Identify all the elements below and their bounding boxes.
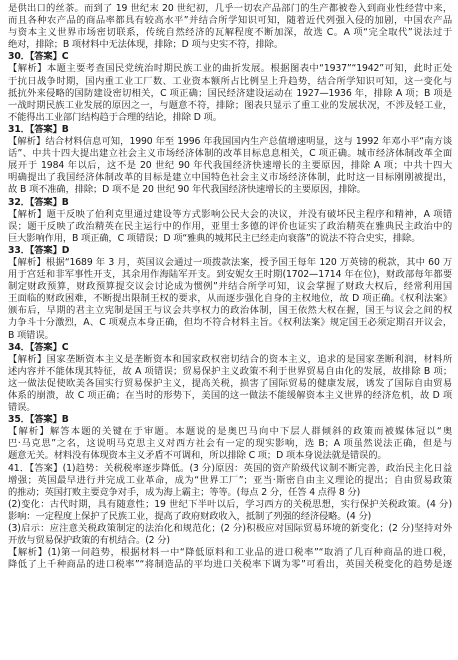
text-line: 误；题干反映了政治精英在民主运行中的作用，亚里士多德的评价也证实了政治精英在雅典民主政治中的 — [8, 220, 452, 232]
text-line: 【解析】本题主要考查国民党统治时期民族工业的曲折发展。根据图表中“1937”“1942”可知，此时正处 — [8, 63, 452, 75]
text-line: B 项错误。 — [8, 329, 54, 341]
text-line: 明确提出了我国经济体制改革的目标是建立中国特色社会主义市场经济体制，此时这一目标刚刚被提出， — [8, 172, 452, 184]
text-line: 故 B 项不准确，排除；D 项不是 20 世纪 90 年代我国经济快速增长的主要原因，排除。 — [8, 184, 366, 196]
text-line: 降低了上千种商品的进口税率”“将制造品的平均进口关税率下调为零”可看出，英国关税变化的趋势是逐 — [8, 559, 452, 571]
text-line: 这一做法促使欧美各国实行贸易保护主义，提高关税，损害了国际贸易的健康发展，诱发了国际自由贸易 — [8, 377, 452, 389]
text-line: 开放与贸易保护政策的有机结合。(2 分) — [8, 535, 170, 547]
answer-heading: 34．【答案】C — [8, 341, 69, 353]
answer-heading: 31．【答案】B — [8, 123, 69, 135]
text-line: 【解析】解答本题的关键在于审题。本题说的是奥巴马向中下层人群倾斜的政策而被媒体冠以“奥 — [8, 426, 452, 438]
text-line: 体系的崩溃，故 C 项正确；在当时的形势下，美国的这一做法不能缓解资本主义世界的经济危机，故 D 项 — [8, 390, 452, 401]
answer-heading: 32．【答案】B — [8, 196, 69, 208]
text-line: 于抗日战争时期，国内重工业工厂数、工业资本额所占比例呈上升趋势，结合所学知识可知，这一变化与 — [8, 75, 452, 87]
text-line: 述内容并不能体现其特征，故 A 项错误；贸易保护主义政策不利于世界贸易自由化的发展，故排除 B 项； — [8, 365, 452, 377]
text-line: (3)启示：应注意关税政策制定的法治化和规范化；(2 分)积极应对国际贸易环境的新变化；(2 分)坚持对外 — [8, 523, 452, 535]
text-line: 的推动；英国打败主要竞争对手，成为海上霸主；等等。(每点 2 分，任答 4 点得 8 分) — [8, 486, 361, 498]
answer-heading: 35．【答案】B — [8, 414, 69, 426]
text-line: 巴·马克思”之名，这说明马克思主义对西方社会有一定的现实影响，选 B；A 项虽然说法正确，但是与 — [8, 438, 452, 450]
text-line: 王面临的财政困难，不断提出限制王权的要求，从而逐步强化自身的主权地位，故 D 项正确。《权利法案》 — [8, 293, 452, 305]
text-line: 一战时期民族工业发展的原因之一，与题意不符，排除；图表只显示了重工业的发展状况，不涉及轻工业， — [8, 99, 452, 111]
text-line: 影响：一定程度上保护了民族工业，提高了政府财政收入，抵制了列强的经济侵略。(4 分) — [8, 510, 372, 522]
text-line: 【解析】国家垄断资本主义是垄断资本和国家政权密切结合的资本主义，追求的是国家垄断利润，材料所 — [8, 353, 452, 365]
text-line: 制定财政预算，财政预算提交议会讨论成为惯例”并结合所学可知，议会掌握了财政大权后，经常利用国 — [8, 281, 452, 293]
text-line: 与资本主义世界市场密切联系，传统自然经济的瓦解程度不断加深，故选 C。A 项“完全取代”说法过于 — [8, 27, 452, 39]
text-line: 话”、中共十四大提出建立社会主义市场经济体制的改革目标息息相关，C 项正确。城市经济体制改革全面 — [8, 148, 452, 160]
text-line: 用于宫廷和非军事性开支，其余用作海陆军开支。到安妮女王时期(1702—1714 年在位)，财政部每年都要 — [8, 269, 452, 281]
answer-heading: 33．【答案】D — [8, 244, 70, 256]
text-line: 41．【答案】(1)趋势：关税税率逐步降低。(3 分)原因：英国的资产阶级代议制不断完善，政治民主化日益 — [8, 462, 452, 474]
answer-heading: 30．【答案】C — [8, 51, 69, 63]
text-line: 不能得出工业部门结构趋于合理的结论，排除 D 项。 — [8, 111, 222, 123]
text-line: 展开于 1984 年以后，这不是 20 世纪 90 年代我国经济快速增长的主要原因，排除 A 项；中共十四大 — [8, 160, 452, 172]
text-line: (2)变化：古代时期，具有随意性；19 世纪下半叶以后，学习西方的关税思想，实行保护关税政策。(4 分) — [8, 498, 452, 510]
text-line: 【解析】(1)第一问趋势，根据材料一中“降低原料和工业品的进口税率”“取消了几百种商品的进口税， — [8, 547, 452, 559]
text-line: 力争斗十分激烈，A、C 项观点本身正确，但均不符合材料主旨。《权利法案》规定国王必须定期召开议会， — [8, 317, 452, 329]
text-line: 绝对，排除；B 项材料中无法体现，排除；D 项与史实不符，排除。 — [8, 39, 283, 51]
text-line: 【解析】根据“1689 年 3 月，英国议会通过一项拨款法案，授予国王每年 120 万英镑的税款，其中 60 万 — [8, 256, 452, 268]
text-line: 而且各种农产品的商品率都具有较高水平”并结合所学知识可知，随着近代列强入侵的加剧，中国农产品 — [8, 15, 452, 27]
text-line: 巨大影响作用，B 项正确，C 项错误；D 项“雅典的城邦民主已经走向衰落”的说法不符合史实，排除。 — [8, 232, 421, 244]
text-line: 题意无关。材料没有体现资本主义矛盾不可调和，所以排除 C 项；D 项本身说法就是错误的。 — [8, 450, 387, 462]
text-line: 增强；英国最早进行并完成工业革命，成为“世界工厂”；亚当·斯密自由主义理论的提出；自由贸易政策 — [8, 474, 452, 486]
text-line: 抵抗外来侵略的国防建设密切相关，C 项正确；国民经济建设运动在 1927—1936 年，排除 A 项；B 项是 — [8, 87, 452, 99]
text-line: 【解析】结合材料信息可知，1990 年至 1996 年我国国内生产总值增速明显，这与 1992 年邓小平“南方谈 — [8, 136, 452, 148]
text-line: 错误。 — [8, 402, 36, 414]
text-line: 【解析】题干反映了伯利克里通过建设等方式影响公民大会的决议，并没有破坏民主程序和精神，A 项错 — [8, 208, 452, 220]
text-line: 颁布后，早期的君主立宪制是国王与议会共享权力的政治体制，国王依然大权在握，国王与议会之间的权 — [8, 305, 452, 317]
text-line: 是供出口的丝茶。而到了 19 世纪末 20 世纪初，几乎一切农产品部门的生产都被卷入到商业性经营中来， — [8, 3, 452, 14]
